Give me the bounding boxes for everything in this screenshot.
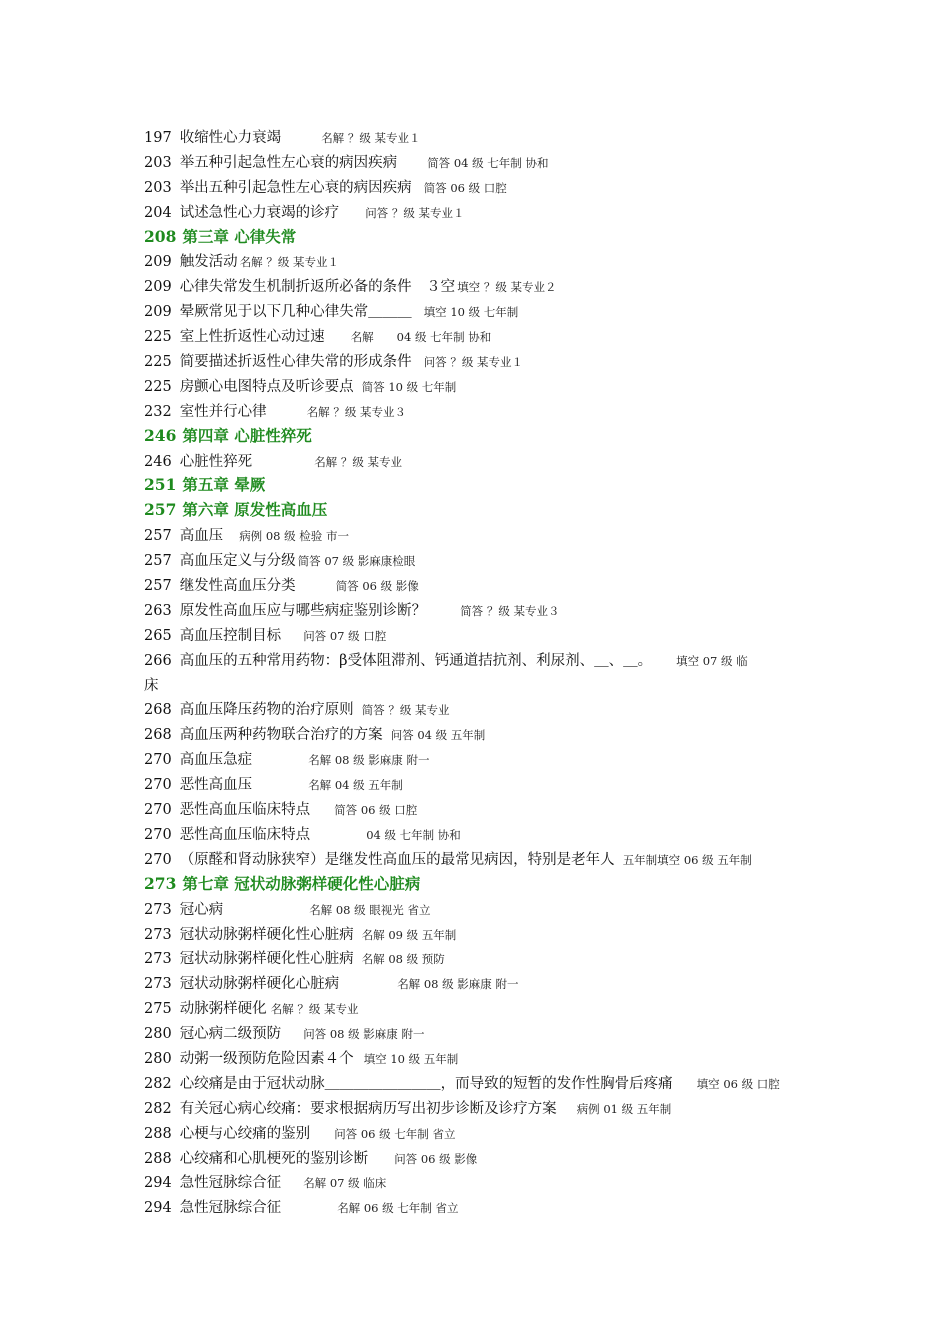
question-meta: 问答 ？级 某专业１ [365, 205, 465, 220]
question-meta: 名解 08 级 眼视光 省立 [309, 902, 431, 917]
question-text: 原发性高血压应与哪些病症鉴别诊断？ [179, 602, 427, 619]
page-number: 209 [144, 254, 172, 271]
question-text: 冠心病二级预防 [179, 1026, 282, 1043]
page-number: 270 [144, 802, 172, 819]
question-line [144, 623, 814, 648]
question-line [144, 1121, 814, 1146]
page-number: 294 [144, 1175, 172, 1192]
page-number: 204 [144, 204, 172, 221]
question-meta: 填空 10 级 五年制 [363, 1051, 459, 1066]
question-line [144, 1021, 814, 1046]
question-text: 心脏性猝死 [179, 453, 253, 470]
question-line [144, 1146, 814, 1171]
question-text: 冠心病 [179, 901, 224, 918]
question-line [144, 922, 814, 947]
page-number: 270 [144, 851, 172, 868]
question-line [144, 722, 814, 747]
page-number: 265 [144, 627, 172, 644]
question-line [144, 573, 814, 598]
page-number: 280 [144, 1026, 172, 1043]
question-text: 动粥一级预防危险因素４个 [179, 1050, 354, 1067]
chapter-title: 第三章 心律失常 [182, 226, 297, 246]
question-line [144, 175, 814, 200]
question-meta: 名解 08 级 影麻康 附一 [308, 753, 430, 768]
page-number: 225 [144, 354, 172, 371]
question-meta: 名解 ？级 某专业 [314, 454, 402, 469]
page-number: 268 [144, 727, 172, 744]
page-number: 273 [144, 926, 172, 943]
page-number: 208 [144, 226, 177, 246]
question-meta: 问答 ？级 某专业１ [423, 355, 523, 370]
question-line [144, 797, 814, 822]
page-number: 209 [144, 304, 172, 321]
question-meta: 填空 ？级 某专业２ [457, 280, 557, 295]
chapter-title: 第四章 心脏性猝死 [182, 425, 312, 445]
question-text: 简要描述折返性心律失常的形成条件 [179, 354, 412, 371]
page-number: 275 [144, 1001, 172, 1018]
page-number: 288 [144, 1150, 172, 1167]
page-number: 268 [144, 702, 172, 719]
question-line [144, 324, 814, 349]
question-meta: 填空 10 级 七年制 [423, 305, 519, 320]
question-text: 高血压降压药物的治疗原则 [179, 702, 354, 719]
question-text: 急性冠脉综合征 [179, 1200, 282, 1217]
page-number: 225 [144, 378, 172, 395]
question-meta: 名解 04 级 五年制 [308, 778, 403, 793]
page-number: 225 [144, 329, 172, 346]
question-meta: 简答 04 级 七年制 协和 [427, 155, 549, 170]
question-meta: 名解 06 级 七年制 省立 [337, 1201, 459, 1216]
question-meta: 名解 ？级 某专业１ [239, 255, 339, 270]
page-number: 197 [144, 130, 172, 146]
question-meta: 问答 04 级 五年制 [390, 728, 486, 743]
chapter-title: 第六章 原发性高血压 [182, 500, 328, 520]
question-meta: 病例 08 级 检验 市一 [239, 529, 349, 544]
continuation-text: 床 [144, 677, 159, 694]
page-number: 288 [144, 1125, 172, 1142]
page-number: 246 [144, 453, 172, 470]
question-meta: 名解 04 级 七年制 协和 [350, 330, 492, 345]
question-meta: 问答 08 级 影麻康 附一 [303, 1027, 425, 1042]
question-text: 急性冠脉综合征 [179, 1175, 282, 1192]
page-number: 270 [144, 777, 172, 794]
question-text: 恶性高血压临床特点 [179, 826, 311, 843]
question-text: 恶性高血压临床特点 [179, 802, 311, 819]
question-meta: 简答 10 级 七年制 [361, 379, 457, 394]
chapter-heading [144, 225, 814, 250]
question-text: 动脉粥样硬化 [179, 1001, 267, 1018]
question-meta: 填空 07 级 临 [676, 653, 748, 668]
question-line [144, 274, 814, 299]
page-number: 257 [144, 578, 172, 595]
page-number: 246 [144, 425, 177, 445]
page-number: 251 [144, 475, 177, 495]
question-text: 高血压 [179, 528, 224, 545]
question-line [144, 946, 814, 971]
question-text: 室上性折返性心动过速 [179, 329, 325, 346]
page-number: 257 [144, 500, 177, 520]
question-meta: 名解 08 级 影麻康 附一 [397, 977, 519, 992]
chapter-title: 第五章 晕厥 [182, 475, 266, 495]
page-number: 203 [144, 154, 172, 171]
question-text: 举五种引起急性左心衰的病因疾病 [179, 154, 398, 171]
question-text: 继发性高血压分类 [179, 578, 296, 595]
chapter-title: 第七章 冠状动脉粥样硬化性心脏病 [182, 873, 421, 893]
chapter-heading [144, 473, 814, 498]
question-text: 触发活动 [179, 254, 238, 271]
question-meta: 简答 07 级 影麻康检眼 [297, 554, 416, 569]
question-line [144, 349, 814, 374]
page-number: 273 [144, 901, 172, 918]
question-line [144, 847, 814, 872]
page-number: 273 [144, 873, 177, 893]
page-number: 209 [144, 279, 172, 296]
page-number: 282 [144, 1075, 172, 1092]
page-number: 270 [144, 826, 172, 843]
page-number: 270 [144, 752, 172, 769]
question-meta: 病例 01 级 五年制 [576, 1101, 672, 1116]
page-number: 266 [144, 652, 172, 669]
question-meta: 简答 ？级 某专业３ [460, 603, 560, 618]
question-text: 试述急性心力衰竭的诊疗 [179, 204, 340, 221]
question-line [144, 673, 814, 698]
question-line [144, 1071, 814, 1096]
question-meta: 问答 06 级 影像 [394, 1151, 478, 1166]
question-line [144, 200, 814, 225]
question-line [144, 897, 814, 922]
question-text: 高血压两种药物联合治疗的方案 [179, 727, 383, 744]
question-line [144, 772, 814, 797]
question-meta: 名解 08 级 预防 [361, 952, 445, 967]
question-text: 收缩性心力衰竭 [179, 130, 282, 146]
question-text: 心绞痛是由于冠状动脉＿＿＿＿＿＿＿＿，而导致的短暂的发作性胸骨后疼痛 [179, 1075, 673, 1092]
page-number: 280 [144, 1050, 172, 1067]
question-meta: 04 级 七年制 协和 [366, 827, 461, 842]
question-meta: 名解 07 级 临床 [303, 1176, 387, 1191]
question-text: 高血压的五种常用药物：β受体阻滞剂、钙通道拮抗剂、利尿剂、＿、＿。 [179, 652, 653, 669]
question-meta: 简答 06 级 口腔 [423, 180, 507, 195]
question-line [144, 548, 814, 573]
question-meta: 问答 07 级 口腔 [303, 628, 387, 643]
page-number: 263 [144, 602, 172, 619]
question-meta: 问答 06 级 七年制 省立 [334, 1126, 456, 1141]
page-number: 257 [144, 553, 172, 570]
question-text: 冠状动脉粥样硬化性心脏病 [179, 951, 354, 968]
question-line [144, 697, 814, 722]
page-number: 273 [144, 976, 172, 993]
question-line [144, 249, 814, 274]
question-text: 冠状动脉粥样硬化心脏病 [179, 976, 340, 993]
question-meta: 简答 ？级 某专业 [361, 703, 450, 718]
question-meta: 五年制填空 06 级 五年制 [622, 852, 752, 867]
question-line [144, 299, 814, 324]
question-text: 心梗与心绞痛的鉴别 [179, 1125, 311, 1142]
question-text: 高血压控制目标 [179, 627, 282, 644]
question-line [144, 648, 814, 673]
question-text: （原醛和肾动脉狭窄）是继发性高血压的最常见病因，特别是老年人 [179, 851, 615, 868]
question-text: 冠状动脉粥样硬化性心脏病 [179, 926, 354, 943]
question-meta: 填空 06 级 口腔 [696, 1076, 780, 1091]
question-text: 心绞痛和心肌梗死的鉴别诊断 [179, 1150, 369, 1167]
question-text: 高血压定义与分级 [179, 553, 296, 570]
question-text: 心律失常发生机制折返所必备的条件 ３空 [179, 279, 456, 296]
question-text: 有关冠心病心绞痛：要求根据病历写出初步诊断及诊疗方案 [179, 1100, 557, 1117]
page-number: 232 [144, 403, 172, 420]
question-text: 晕厥常见于以下几种心律失常＿＿＿ [179, 304, 412, 321]
chapter-heading [144, 872, 814, 897]
question-line [144, 1195, 814, 1220]
question-text: 高血压急症 [179, 752, 253, 769]
question-meta: 简答 06 级 影像 [335, 579, 419, 594]
question-line [144, 822, 814, 847]
page-number: 273 [144, 951, 172, 968]
question-line [144, 598, 814, 623]
question-line [144, 125, 814, 150]
question-meta: 名解 ？级 某专业３ [306, 404, 406, 419]
question-meta: 简答 06 级 口腔 [334, 803, 418, 818]
document-body [144, 125, 814, 1220]
chapter-heading [144, 424, 814, 449]
question-line [144, 1096, 814, 1121]
page-number: 294 [144, 1200, 172, 1217]
question-meta: 名解 09 级 五年制 [361, 927, 457, 942]
question-line [144, 971, 814, 996]
question-line [144, 1170, 814, 1195]
question-text: 房颤心电图特点及听诊要点 [179, 378, 354, 395]
chapter-heading [144, 498, 814, 523]
question-text: 举出五种引起急性左心衰的病因疾病 [179, 179, 412, 196]
question-text: 恶性高血压 [179, 777, 253, 794]
question-meta: 名解 ？级 某专业１ [321, 131, 421, 145]
question-line [144, 996, 814, 1021]
question-line [144, 1046, 814, 1071]
question-text: 室性并行心律 [179, 403, 267, 420]
question-meta: 名解 ？级 某专业 [270, 1002, 359, 1017]
question-line [144, 399, 814, 424]
question-line [144, 747, 814, 772]
question-line [144, 449, 814, 474]
page-number: 203 [144, 179, 172, 196]
question-line [144, 374, 814, 399]
question-line [144, 523, 814, 548]
question-line [144, 150, 814, 175]
page-number: 282 [144, 1100, 172, 1117]
page-number: 257 [144, 528, 172, 545]
